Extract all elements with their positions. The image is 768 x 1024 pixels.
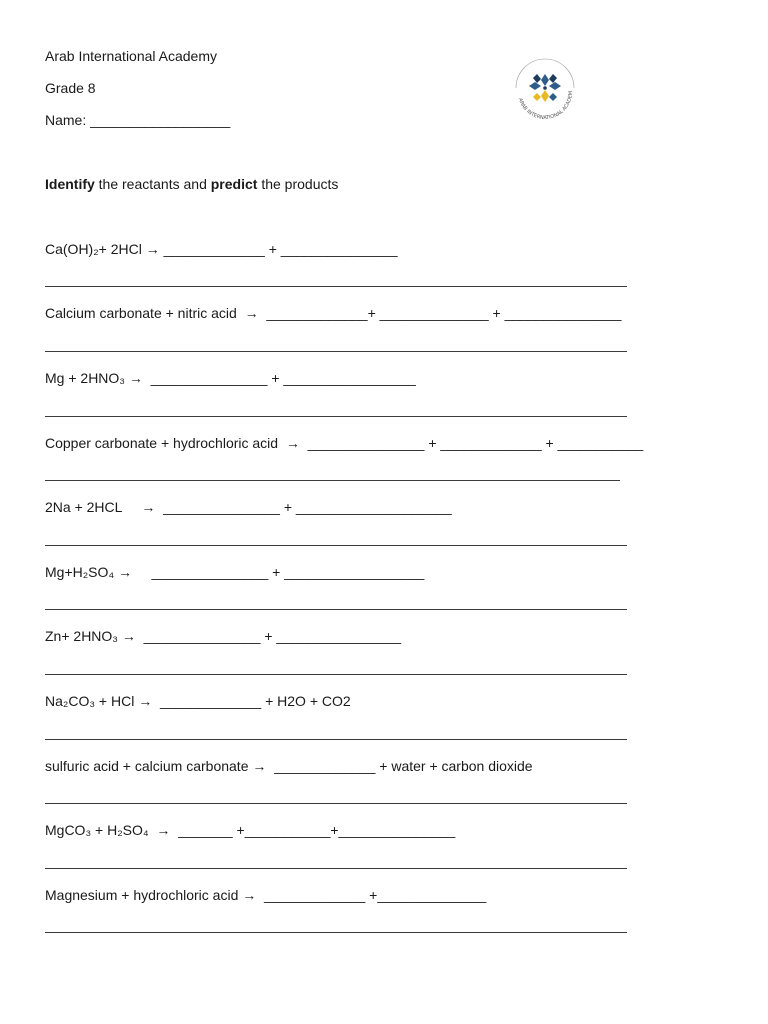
- question-8[interactable]: Na₂CO₃ + HCl → _____________ + H2O + CO2: [45, 693, 351, 709]
- instruction-identify: Identify: [45, 176, 95, 192]
- question-5[interactable]: 2Na + 2HCL → _______________ + ____________________: [45, 499, 452, 515]
- answer-rule-3[interactable]: [45, 416, 627, 417]
- answer-rule-1[interactable]: [45, 286, 627, 287]
- instruction-text-1: the reactants and: [94, 176, 211, 192]
- answer-rule-10[interactable]: [45, 868, 627, 869]
- question-4[interactable]: Copper carbonate + hydrochloric acid → _______________ + _____________ + ___________: [45, 435, 644, 451]
- question-9[interactable]: sulfuric acid + calcium carbonate → _____________ + water + carbon dioxide: [45, 758, 533, 774]
- answer-rule-2[interactable]: [45, 351, 627, 352]
- question-10[interactable]: MgCO₃ + H₂SO₄ → _______ +___________+_______________: [45, 822, 456, 838]
- logo-text: ARAB INTERNATIONAL ACADEM: [516, 90, 575, 122]
- answer-rule-8[interactable]: [45, 739, 627, 740]
- answer-rule-6[interactable]: [45, 609, 627, 610]
- instruction-predict: predict: [210, 176, 258, 192]
- answer-rule-5[interactable]: [45, 545, 627, 546]
- answer-rule-9[interactable]: [45, 803, 627, 804]
- answer-rule-11[interactable]: [45, 932, 627, 933]
- academy-logo: [506, 52, 584, 124]
- school-name: Arab International Academy: [45, 48, 217, 64]
- name-field[interactable]: Name: __________________: [45, 112, 231, 128]
- instruction: [45, 175, 338, 193]
- question-6[interactable]: Mg+H₂SO₄ → _______________ + __________________: [45, 564, 425, 580]
- question-3[interactable]: Mg + 2HNO₃ → _______________ + _________________: [45, 370, 416, 386]
- question-7[interactable]: Zn+ 2HNO₃ → _______________ + ________________: [45, 628, 401, 644]
- instruction-text-2: the products: [257, 176, 339, 192]
- question-2[interactable]: Calcium carbonate + nitric acid → _____________+ ______________ + _______________: [45, 305, 622, 321]
- question-11[interactable]: Magnesium + hydrochloric acid → _____________ +______________: [45, 887, 487, 903]
- grade-label: Grade 8: [45, 80, 96, 96]
- answer-rule-7[interactable]: [45, 674, 627, 675]
- question-1[interactable]: Ca(OH)₂+ 2HCl → _____________ + _______________: [45, 241, 398, 257]
- logo-emblem: [529, 74, 561, 102]
- answer-rule-4[interactable]: [45, 480, 620, 481]
